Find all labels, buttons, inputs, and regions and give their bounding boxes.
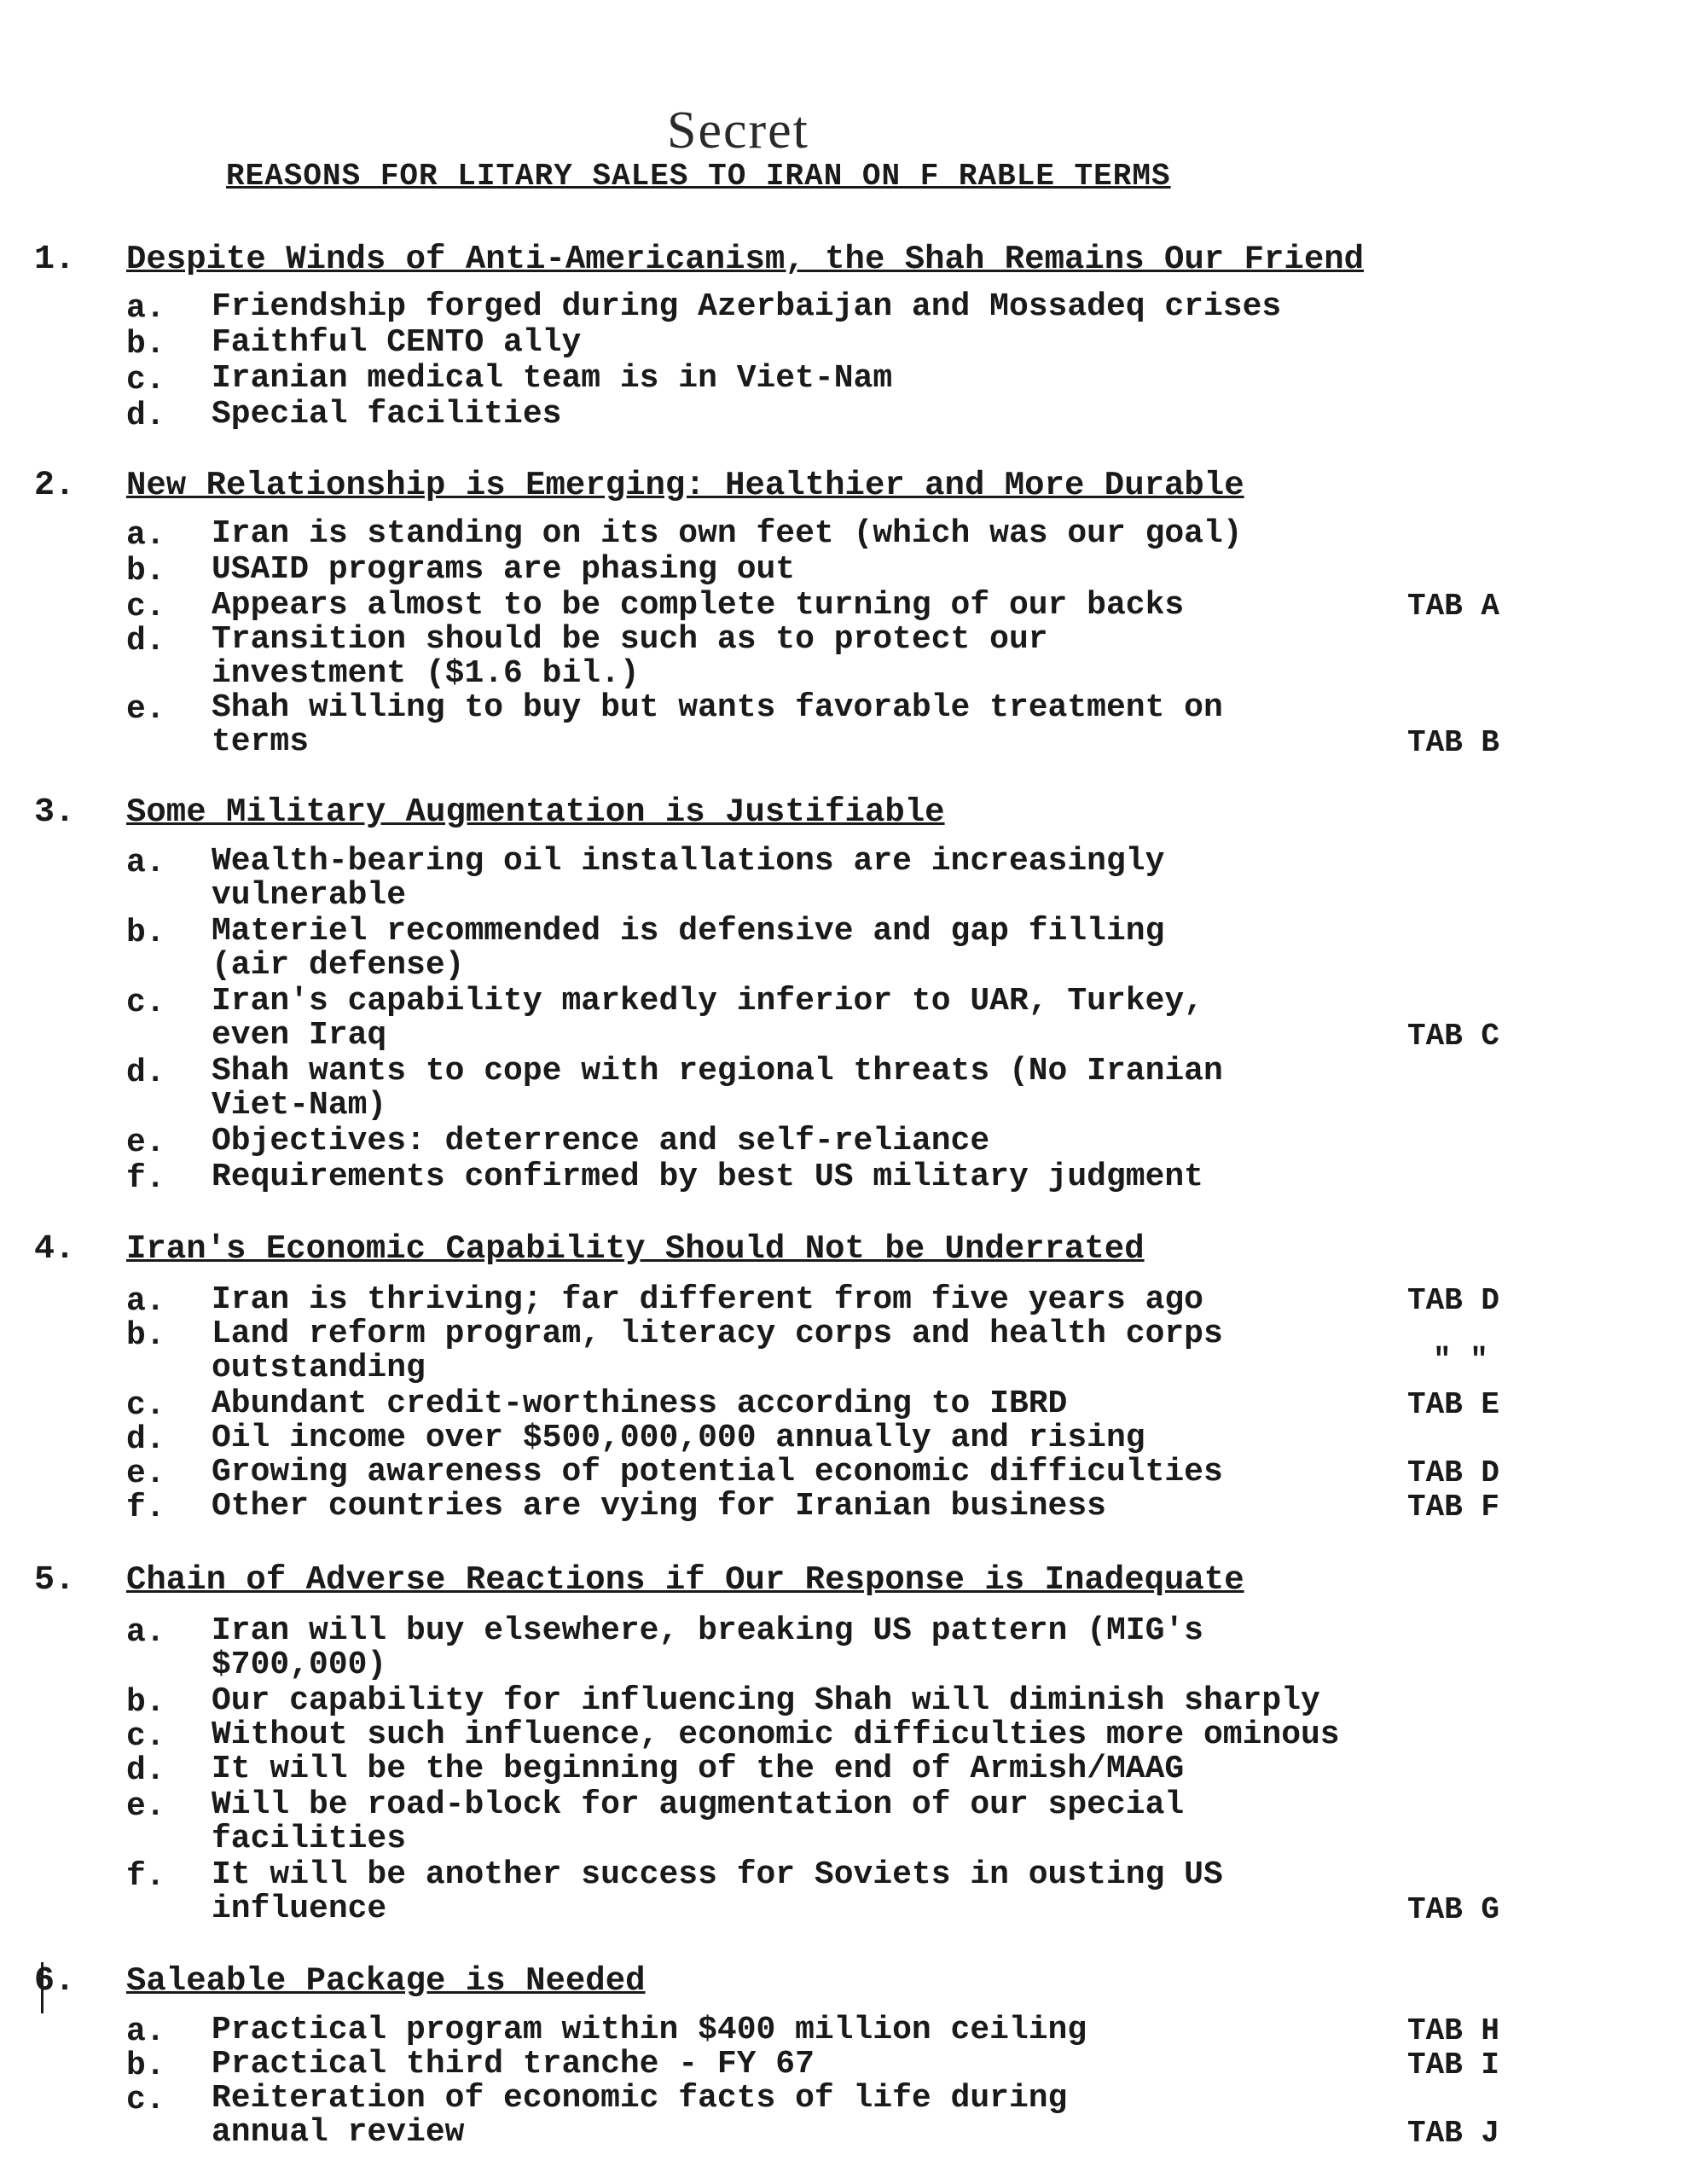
section-number: 4. (34, 1230, 76, 1269)
item-letter: b. (126, 553, 165, 590)
item-text: Objectives: deterrence and self-reliance (212, 1123, 990, 1159)
ditto-marks: " " (1433, 1343, 1488, 1378)
item-text: Shah willing to buy but wants favorable treatment on terms (212, 689, 1223, 760)
item-letter: e. (126, 1788, 165, 1825)
tab-reference: TAB G (1407, 1892, 1500, 1927)
section-heading: New Relationship is Emerging: Healthier and More Durable (126, 467, 1244, 504)
secret-stamp: Secret (667, 102, 809, 160)
item-text: Shah wants to cope with regional threats (No Iranian Viet-Nam) (212, 1053, 1223, 1124)
tab-reference: TAB H (1407, 2013, 1500, 2048)
item-text: Materiel recommended is defensive and gap filling (air defense) (212, 913, 1165, 984)
item-letter: f. (126, 1160, 165, 1197)
item-letter: d. (126, 1421, 165, 1458)
item-letter: e. (126, 1124, 165, 1161)
item-letter: b. (126, 915, 165, 951)
tab-reference: TAB F (1407, 1490, 1500, 1525)
item-text: Our capability for influencing Shah will diminish sharply (212, 1682, 1320, 1719)
item-letter: d. (126, 1054, 165, 1091)
tab-reference: TAB I (1407, 2048, 1500, 2082)
item-letter: a. (126, 290, 165, 327)
section-number: 2. (34, 467, 76, 505)
item-text: Abundant credit-worthiness according to IBRD (212, 1385, 1068, 1422)
item-letter: f. (126, 1858, 165, 1895)
item-letter: a. (126, 517, 165, 554)
item-letter: b. (126, 1684, 165, 1721)
tab-reference: TAB D (1407, 1455, 1500, 1490)
item-text: Appears almost to be complete turning of our backs (212, 587, 1185, 624)
item-text: Without such influence, economic difficulties more ominous (212, 1716, 1340, 1753)
item-letter: b. (126, 2048, 165, 2084)
item-letter: c. (126, 362, 165, 398)
item-letter: d. (126, 398, 165, 434)
item-text: Transition should be such as to protect our investment ($1.6 bil.) (212, 621, 1048, 692)
item-letter: b. (126, 326, 165, 363)
item-letter: a. (126, 2013, 165, 2050)
item-letter: a. (126, 1283, 165, 1320)
item-letter: c. (126, 1387, 165, 1424)
item-text: Requirements confirmed by best US military judgment (212, 1159, 1203, 1195)
item-letter: a. (126, 1614, 165, 1651)
item-letter: e. (126, 691, 165, 728)
item-letter: b. (126, 1317, 165, 1354)
tab-reference: TAB E (1407, 1387, 1500, 1422)
item-letter: c. (126, 985, 165, 1021)
item-text: Iranian medical team is in Viet-Nam (212, 360, 893, 397)
item-text: Practical program within $400 million ceiling (212, 2012, 1087, 2048)
item-text: Friendship forged during Azerbaijan and Mossadeq crises (212, 288, 1282, 325)
section-heading: Despite Winds of Anti-Americanism, the Shah Remains Our Friend (126, 241, 1365, 278)
tab-reference: TAB C (1407, 1019, 1500, 1054)
item-text: It will be another success for Soviets in ousting US influence (212, 1856, 1223, 1927)
item-text: Iran is standing on its own feet (which was our goal) (212, 515, 1243, 552)
section-number: 1. (34, 241, 76, 279)
tab-reference: TAB J (1407, 2116, 1500, 2151)
item-text: Special facilities (212, 396, 562, 433)
section-heading: Saleable Package is Needed (126, 1962, 646, 2000)
item-text: Wealth-bearing oil installations are increasingly vulnerable (212, 843, 1165, 914)
section-number: 5. (34, 1561, 76, 1600)
section-number: 6. (34, 1962, 76, 2001)
item-letter: d. (126, 1752, 165, 1789)
section-number: 3. (34, 793, 76, 832)
tab-reference: TAB D (1407, 1283, 1500, 1318)
item-letter: f. (126, 1490, 165, 1526)
item-letter: c. (126, 589, 165, 625)
item-text: Iran is thriving; far different from five years ago (212, 1281, 1203, 1318)
item-text: Practical third tranche - FY 67 (212, 2046, 815, 2082)
item-text: Reiteration of economic facts of life during annual review (212, 2080, 1068, 2151)
item-text: Growing awareness of potential economic difficulties (212, 1454, 1223, 1490)
item-text: It will be the beginning of the end of Armish/MAAG (212, 1751, 1185, 1787)
item-text: Faithful CENTO ally (212, 324, 582, 361)
item-text: Iran will buy elsewhere, breaking US pattern (MIG's $700,000) (212, 1612, 1203, 1683)
section-heading: Some Military Augmentation is Justifiable (126, 793, 945, 831)
item-text: USAID programs are phasing out (212, 551, 796, 588)
item-text: Iran's capability markedly inferior to UAR, Turkey, even Iraq (212, 983, 1203, 1054)
section-heading: Iran's Economic Capability Should Not be Underrated (126, 1230, 1145, 1268)
item-text: Other countries are vying for Iranian business (212, 1488, 1106, 1525)
document-title: REASONS FOR LITARY SALES TO IRAN ON F RABLE TERMS (226, 159, 1171, 194)
item-text: Land reform program, literacy corps and health corps outstanding (212, 1316, 1223, 1386)
item-text: Oil income over $500,000,000 annually and rising (212, 1420, 1145, 1456)
tab-reference: TAB A (1407, 589, 1500, 624)
item-letter: a. (126, 845, 165, 881)
item-letter: e. (126, 1455, 165, 1492)
item-letter: c. (126, 2082, 165, 2118)
item-letter: c. (126, 1718, 165, 1755)
tab-reference: TAB B (1407, 725, 1500, 760)
item-letter: d. (126, 623, 165, 659)
item-text: Will be road-block for augmentation of our special facilities (212, 1786, 1185, 1857)
section-heading: Chain of Adverse Reactions if Our Response is Inadequate (126, 1561, 1244, 1599)
